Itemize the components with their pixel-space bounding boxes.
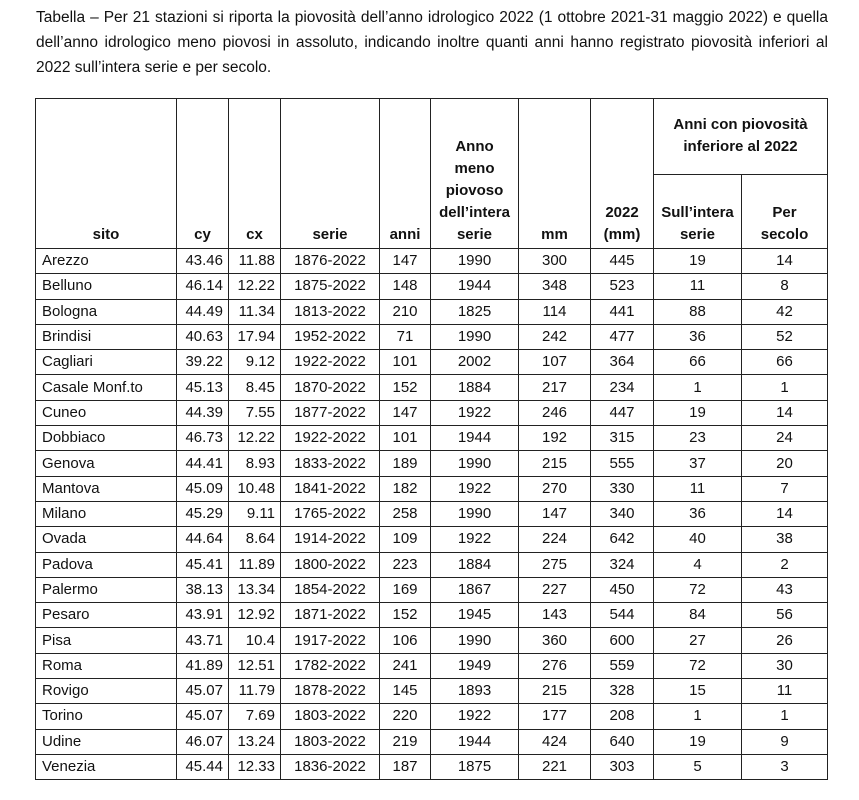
cell-sito: Padova (36, 552, 177, 577)
cell-sito: Dobbiaco (36, 426, 177, 451)
cell-anni: 152 (380, 375, 431, 400)
cell-cx: 7.55 (229, 400, 281, 425)
cell-sull-intera-serie: 19 (654, 249, 742, 274)
cell-per-secolo: 66 (742, 350, 828, 375)
cell-serie: 1952-2022 (281, 324, 380, 349)
cell-sull-intera-serie: 84 (654, 603, 742, 628)
cell-cx: 12.33 (229, 754, 281, 779)
cell-sito: Cuneo (36, 400, 177, 425)
cell-cy: 46.14 (177, 274, 229, 299)
cell-serie: 1877-2022 (281, 400, 380, 425)
cell-sito: Palermo (36, 577, 177, 602)
cell-cx: 12.22 (229, 274, 281, 299)
cell-cx: 10.48 (229, 476, 281, 501)
cell-anno-meno-piovoso: 1922 (431, 527, 519, 552)
cell-serie: 1765-2022 (281, 501, 380, 526)
cell-sito: Pisa (36, 628, 177, 653)
cell-cx: 12.22 (229, 426, 281, 451)
cell-anni: 106 (380, 628, 431, 653)
cell-anni: 147 (380, 249, 431, 274)
cell-sito: Arezzo (36, 249, 177, 274)
cell-serie: 1833-2022 (281, 451, 380, 476)
cell-anno-meno-piovoso: 1990 (431, 501, 519, 526)
cell-serie: 1836-2022 (281, 754, 380, 779)
cell-2022-mm: 234 (591, 375, 654, 400)
cell-sull-intera-serie: 72 (654, 653, 742, 678)
cell-sull-intera-serie: 1 (654, 375, 742, 400)
cell-serie: 1782-2022 (281, 653, 380, 678)
table-row (36, 501, 828, 526)
cell-serie: 1917-2022 (281, 628, 380, 653)
cell-sito: Casale Monf.to (36, 375, 177, 400)
cell-cx: 12.51 (229, 653, 281, 678)
cell-anno-meno-piovoso: 1893 (431, 679, 519, 704)
cell-per-secolo: 7 (742, 476, 828, 501)
cell-sull-intera-serie: 66 (654, 350, 742, 375)
table-row (36, 527, 828, 552)
cell-cy: 45.07 (177, 704, 229, 729)
cell-mm: 143 (519, 603, 591, 628)
cell-per-secolo: 14 (742, 501, 828, 526)
cell-sull-intera-serie: 15 (654, 679, 742, 704)
cell-mm: 242 (519, 324, 591, 349)
cell-serie: 1914-2022 (281, 527, 380, 552)
cell-serie: 1800-2022 (281, 552, 380, 577)
cell-serie: 1878-2022 (281, 679, 380, 704)
cell-per-secolo: 3 (742, 754, 828, 779)
table-row (36, 375, 828, 400)
cell-anni: 219 (380, 729, 431, 754)
cell-sito: Cagliari (36, 350, 177, 375)
table-row (36, 603, 828, 628)
cell-cx: 10.4 (229, 628, 281, 653)
cell-2022-mm: 445 (591, 249, 654, 274)
cell-anno-meno-piovoso: 1922 (431, 400, 519, 425)
cell-2022-mm: 477 (591, 324, 654, 349)
header-cy: cy (177, 99, 229, 249)
cell-2022-mm: 523 (591, 274, 654, 299)
cell-cy: 40.63 (177, 324, 229, 349)
cell-cy: 45.09 (177, 476, 229, 501)
cell-sull-intera-serie: 4 (654, 552, 742, 577)
cell-serie: 1875-2022 (281, 274, 380, 299)
cell-sito: Roma (36, 653, 177, 678)
cell-anni: 148 (380, 274, 431, 299)
cell-cy: 45.29 (177, 501, 229, 526)
cell-sito: Milano (36, 501, 177, 526)
cell-anno-meno-piovoso: 1922 (431, 476, 519, 501)
cell-2022-mm: 303 (591, 754, 654, 779)
cell-cy: 45.44 (177, 754, 229, 779)
table-row (36, 704, 828, 729)
header-anno-meno-piovoso: Anno meno piovoso dell’intera serie (431, 99, 519, 249)
cell-anno-meno-piovoso: 2002 (431, 350, 519, 375)
cell-mm: 227 (519, 577, 591, 602)
cell-per-secolo: 14 (742, 249, 828, 274)
cell-2022-mm: 328 (591, 679, 654, 704)
cell-cx: 12.92 (229, 603, 281, 628)
cell-sull-intera-serie: 19 (654, 400, 742, 425)
cell-serie: 1922-2022 (281, 426, 380, 451)
table-row (36, 299, 828, 324)
cell-2022-mm: 600 (591, 628, 654, 653)
cell-per-secolo: 1 (742, 704, 828, 729)
cell-mm: 215 (519, 451, 591, 476)
cell-2022-mm: 208 (591, 704, 654, 729)
cell-sito: Ovada (36, 527, 177, 552)
cell-cy: 44.39 (177, 400, 229, 425)
header-cx: cx (229, 99, 281, 249)
cell-cy: 45.07 (177, 679, 229, 704)
cell-2022-mm: 642 (591, 527, 654, 552)
cell-anno-meno-piovoso: 1949 (431, 653, 519, 678)
cell-anno-meno-piovoso: 1990 (431, 324, 519, 349)
table-row (36, 274, 828, 299)
cell-serie: 1813-2022 (281, 299, 380, 324)
table-row (36, 451, 828, 476)
table-caption: Tabella – Per 21 stazioni si riporta la piovosità dell’anno idrologico 2022 (1 ottobre 2021-31 maggio 2022) e quella dell’anno idrologico meno piovosi in assoluto, indicando inoltre quanti anni hanno registrato piovosità inferiori al 2022 sull’intera serie e per secolo. (36, 9, 828, 76)
cell-2022-mm: 559 (591, 653, 654, 678)
cell-mm: 107 (519, 350, 591, 375)
cell-serie: 1803-2022 (281, 704, 380, 729)
cell-anni: 182 (380, 476, 431, 501)
cell-cy: 45.13 (177, 375, 229, 400)
cell-mm: 224 (519, 527, 591, 552)
cell-anni: 223 (380, 552, 431, 577)
cell-cy: 46.73 (177, 426, 229, 451)
header-mm: mm (519, 99, 591, 249)
cell-cx: 11.89 (229, 552, 281, 577)
cell-2022-mm: 447 (591, 400, 654, 425)
table-row (36, 400, 828, 425)
cell-sull-intera-serie: 36 (654, 324, 742, 349)
cell-anno-meno-piovoso: 1944 (431, 426, 519, 451)
cell-per-secolo: 52 (742, 324, 828, 349)
header-group-anni-inferiore: Anni con piovosità inferiore al 2022 (654, 99, 828, 175)
cell-2022-mm: 450 (591, 577, 654, 602)
cell-anno-meno-piovoso: 1944 (431, 729, 519, 754)
cell-per-secolo: 2 (742, 552, 828, 577)
table-body (36, 249, 828, 780)
cell-sito: Torino (36, 704, 177, 729)
cell-mm: 348 (519, 274, 591, 299)
cell-per-secolo: 38 (742, 527, 828, 552)
table-row (36, 552, 828, 577)
cell-anni: 241 (380, 653, 431, 678)
cell-serie: 1871-2022 (281, 603, 380, 628)
cell-sull-intera-serie: 19 (654, 729, 742, 754)
table-row (36, 653, 828, 678)
cell-mm: 177 (519, 704, 591, 729)
cell-sull-intera-serie: 11 (654, 476, 742, 501)
cell-anni: 145 (380, 679, 431, 704)
cell-serie: 1854-2022 (281, 577, 380, 602)
cell-sull-intera-serie: 27 (654, 628, 742, 653)
cell-mm: 424 (519, 729, 591, 754)
table-row (36, 426, 828, 451)
cell-2022-mm: 441 (591, 299, 654, 324)
cell-anni: 71 (380, 324, 431, 349)
cell-anno-meno-piovoso: 1922 (431, 704, 519, 729)
cell-anno-meno-piovoso: 1884 (431, 552, 519, 577)
cell-sull-intera-serie: 23 (654, 426, 742, 451)
cell-serie: 1876-2022 (281, 249, 380, 274)
cell-per-secolo: 56 (742, 603, 828, 628)
cell-cy: 44.64 (177, 527, 229, 552)
cell-cy: 44.49 (177, 299, 229, 324)
cell-sull-intera-serie: 1 (654, 704, 742, 729)
cell-sito: Bologna (36, 299, 177, 324)
cell-per-secolo: 1 (742, 375, 828, 400)
cell-sull-intera-serie: 36 (654, 501, 742, 526)
cell-cx: 8.45 (229, 375, 281, 400)
cell-cy: 39.22 (177, 350, 229, 375)
cell-cx: 11.79 (229, 679, 281, 704)
table-row (36, 324, 828, 349)
cell-cx: 7.69 (229, 704, 281, 729)
cell-serie: 1922-2022 (281, 350, 380, 375)
cell-per-secolo: 24 (742, 426, 828, 451)
cell-2022-mm: 364 (591, 350, 654, 375)
cell-cy: 43.91 (177, 603, 229, 628)
cell-cx: 13.34 (229, 577, 281, 602)
cell-cx: 11.34 (229, 299, 281, 324)
cell-anni: 147 (380, 400, 431, 425)
header-sito: sito (36, 99, 177, 249)
cell-mm: 300 (519, 249, 591, 274)
cell-anno-meno-piovoso: 1875 (431, 754, 519, 779)
cell-mm: 221 (519, 754, 591, 779)
cell-serie: 1841-2022 (281, 476, 380, 501)
cell-cy: 44.41 (177, 451, 229, 476)
cell-cx: 11.88 (229, 249, 281, 274)
cell-anni: 189 (380, 451, 431, 476)
cell-anno-meno-piovoso: 1990 (431, 451, 519, 476)
cell-cx: 13.24 (229, 729, 281, 754)
cell-sull-intera-serie: 40 (654, 527, 742, 552)
cell-per-secolo: 42 (742, 299, 828, 324)
cell-2022-mm: 330 (591, 476, 654, 501)
table-row (36, 350, 828, 375)
table-row (36, 729, 828, 754)
cell-cy: 46.07 (177, 729, 229, 754)
cell-cy: 45.41 (177, 552, 229, 577)
cell-sito: Pesaro (36, 603, 177, 628)
cell-mm: 192 (519, 426, 591, 451)
cell-mm: 270 (519, 476, 591, 501)
cell-anno-meno-piovoso: 1825 (431, 299, 519, 324)
cell-anni: 101 (380, 350, 431, 375)
cell-anni: 187 (380, 754, 431, 779)
cell-anni: 152 (380, 603, 431, 628)
cell-anni: 258 (380, 501, 431, 526)
cell-per-secolo: 14 (742, 400, 828, 425)
cell-cy: 38.13 (177, 577, 229, 602)
cell-cx: 9.12 (229, 350, 281, 375)
cell-sito: Venezia (36, 754, 177, 779)
cell-sito: Genova (36, 451, 177, 476)
cell-per-secolo: 20 (742, 451, 828, 476)
cell-anno-meno-piovoso: 1944 (431, 274, 519, 299)
cell-mm: 114 (519, 299, 591, 324)
cell-serie: 1803-2022 (281, 729, 380, 754)
cell-2022-mm: 340 (591, 501, 654, 526)
header-per-secolo: Per secolo (742, 175, 828, 249)
header-2022-mm: 2022 (mm) (591, 99, 654, 249)
cell-cy: 43.46 (177, 249, 229, 274)
cell-anni: 210 (380, 299, 431, 324)
cell-mm: 276 (519, 653, 591, 678)
cell-anni: 101 (380, 426, 431, 451)
cell-cy: 43.71 (177, 628, 229, 653)
cell-sito: Mantova (36, 476, 177, 501)
cell-cx: 8.93 (229, 451, 281, 476)
table-row (36, 476, 828, 501)
cell-per-secolo: 30 (742, 653, 828, 678)
cell-per-secolo: 26 (742, 628, 828, 653)
cell-mm: 217 (519, 375, 591, 400)
cell-2022-mm: 544 (591, 603, 654, 628)
cell-sull-intera-serie: 37 (654, 451, 742, 476)
cell-sull-intera-serie: 11 (654, 274, 742, 299)
header-serie: serie (281, 99, 380, 249)
cell-cx: 8.64 (229, 527, 281, 552)
cell-anni: 169 (380, 577, 431, 602)
cell-cx: 9.11 (229, 501, 281, 526)
table-row (36, 249, 828, 274)
cell-2022-mm: 640 (591, 729, 654, 754)
cell-cy: 41.89 (177, 653, 229, 678)
cell-2022-mm: 555 (591, 451, 654, 476)
cell-anni: 220 (380, 704, 431, 729)
cell-2022-mm: 315 (591, 426, 654, 451)
table-row (36, 577, 828, 602)
cell-mm: 246 (519, 400, 591, 425)
cell-2022-mm: 324 (591, 552, 654, 577)
table-row (36, 754, 828, 779)
cell-mm: 360 (519, 628, 591, 653)
cell-mm: 215 (519, 679, 591, 704)
header-sull-intera-serie: Sull’intera serie (654, 175, 742, 249)
cell-mm: 275 (519, 552, 591, 577)
rainfall-table (35, 98, 828, 780)
cell-sito: Udine (36, 729, 177, 754)
cell-per-secolo: 11 (742, 679, 828, 704)
cell-per-secolo: 9 (742, 729, 828, 754)
table-row (36, 628, 828, 653)
cell-per-secolo: 43 (742, 577, 828, 602)
cell-sull-intera-serie: 5 (654, 754, 742, 779)
cell-cx: 17.94 (229, 324, 281, 349)
cell-anno-meno-piovoso: 1867 (431, 577, 519, 602)
cell-anno-meno-piovoso: 1945 (431, 603, 519, 628)
table-row (36, 679, 828, 704)
cell-anni: 109 (380, 527, 431, 552)
cell-sull-intera-serie: 72 (654, 577, 742, 602)
cell-mm: 147 (519, 501, 591, 526)
cell-sito: Brindisi (36, 324, 177, 349)
cell-anno-meno-piovoso: 1884 (431, 375, 519, 400)
cell-sito: Rovigo (36, 679, 177, 704)
cell-anno-meno-piovoso: 1990 (431, 249, 519, 274)
cell-per-secolo: 8 (742, 274, 828, 299)
header-anni: anni (380, 99, 431, 249)
cell-sull-intera-serie: 88 (654, 299, 742, 324)
cell-sito: Belluno (36, 274, 177, 299)
cell-serie: 1870-2022 (281, 375, 380, 400)
cell-anno-meno-piovoso: 1990 (431, 628, 519, 653)
